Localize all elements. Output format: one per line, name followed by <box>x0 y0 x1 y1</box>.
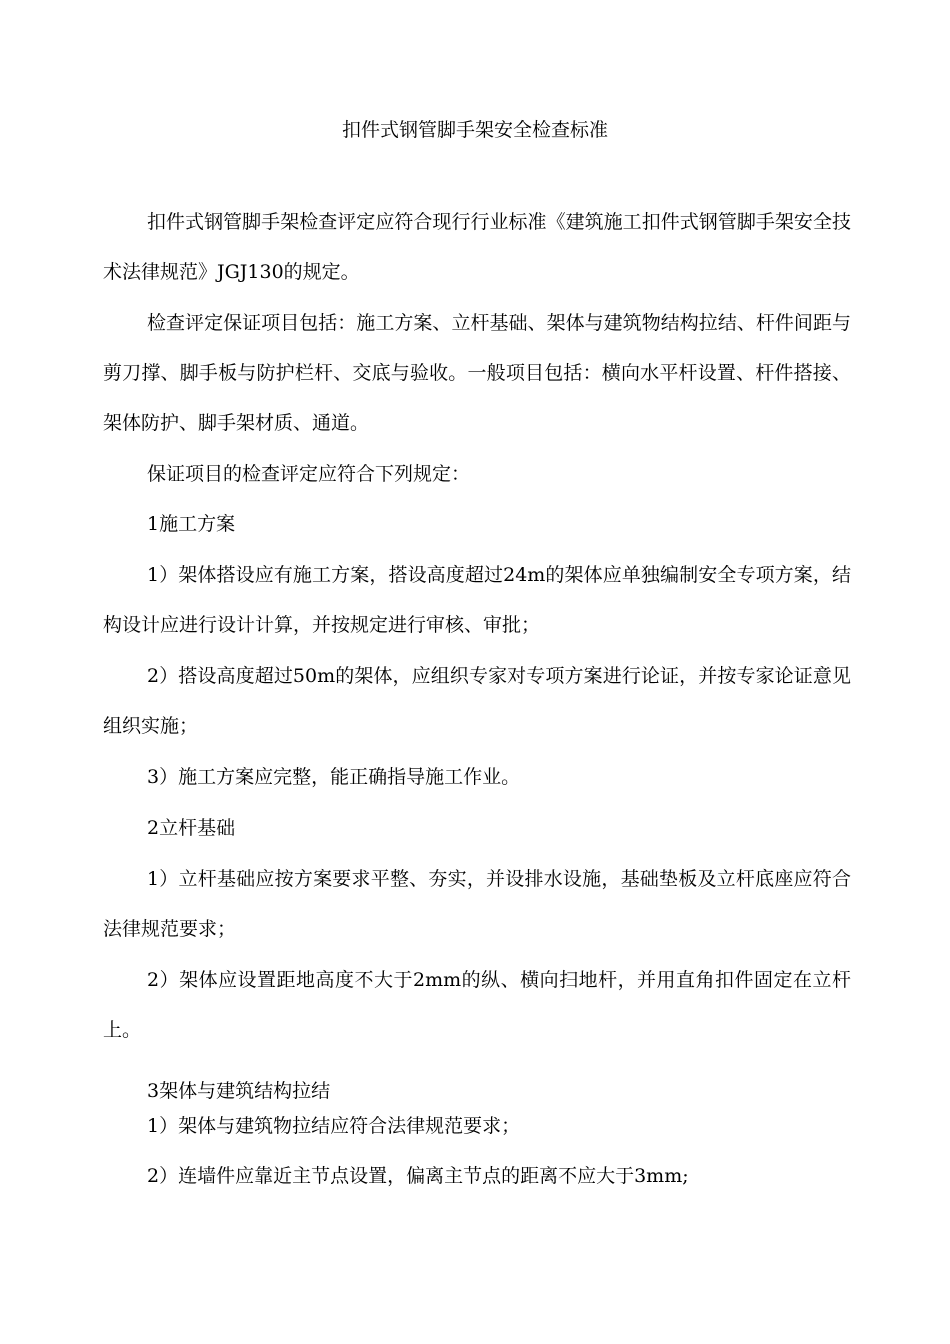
paragraph-standard-reference: 扣件式钢管脚手架检查评定应符合现行行业标准《建筑施工扣件式钢管脚手架安全技术法律规范》JGJ130的规定。 <box>103 211 851 283</box>
list-item-tie-2: 2）连墙件应靠近主节点设置，偏离主节点的距离不应大于3mm; <box>147 1165 689 1187</box>
list-item-tie-1: 1）架体与建筑物拉结应符合法律规范要求； <box>147 1115 521 1137</box>
paragraph-inspection-items: 检查评定保证项目包括：施工方案、立杆基础、架体与建筑物结构拉结、杆件间距与剪刀撑、脚手板与防护栏杆、交底与验收。一般项目包括：横向水平杆设置、杆件搭接、架体防护、脚手架材质、通道。 <box>103 312 851 434</box>
list-item-plan-1: 1）架体搭设应有施工方案，搭设高度超过24m的架体应单独编制安全专项方案，结构设计应进行设计计算，并按规定进行审核、审批； <box>103 564 851 636</box>
document-title: 扣件式钢管脚手架安全检查标准 <box>341 119 608 141</box>
list-item-foundation-2: 2）架体应设置距地高度不大于2mm的纵、横向扫地杆，并用直角扣件固定在立杆上。 <box>103 969 851 1041</box>
list-item-plan-2: 2）搭设高度超过50m的架体，应组织专家对专项方案进行论证，并按专家论证意见组织实施； <box>103 665 851 737</box>
section-heading-pole-foundation: 2立杆基础 <box>147 817 236 839</box>
list-item-foundation-1: 1）立杆基础应按方案要求平整、夯实，并设排水设施，基础垫板及立杆底座应符合法律规范要求； <box>103 868 851 940</box>
section-heading-structure-tie: 3架体与建筑结构拉结 <box>147 1080 331 1102</box>
paragraph-guarantee-rules: 保证项目的检查评定应符合下列规定： <box>147 463 471 485</box>
section-heading-construction-plan: 1施工方案 <box>147 513 236 535</box>
list-item-plan-3: 3）施工方案应完整，能正确指导施工作业。 <box>147 766 521 788</box>
